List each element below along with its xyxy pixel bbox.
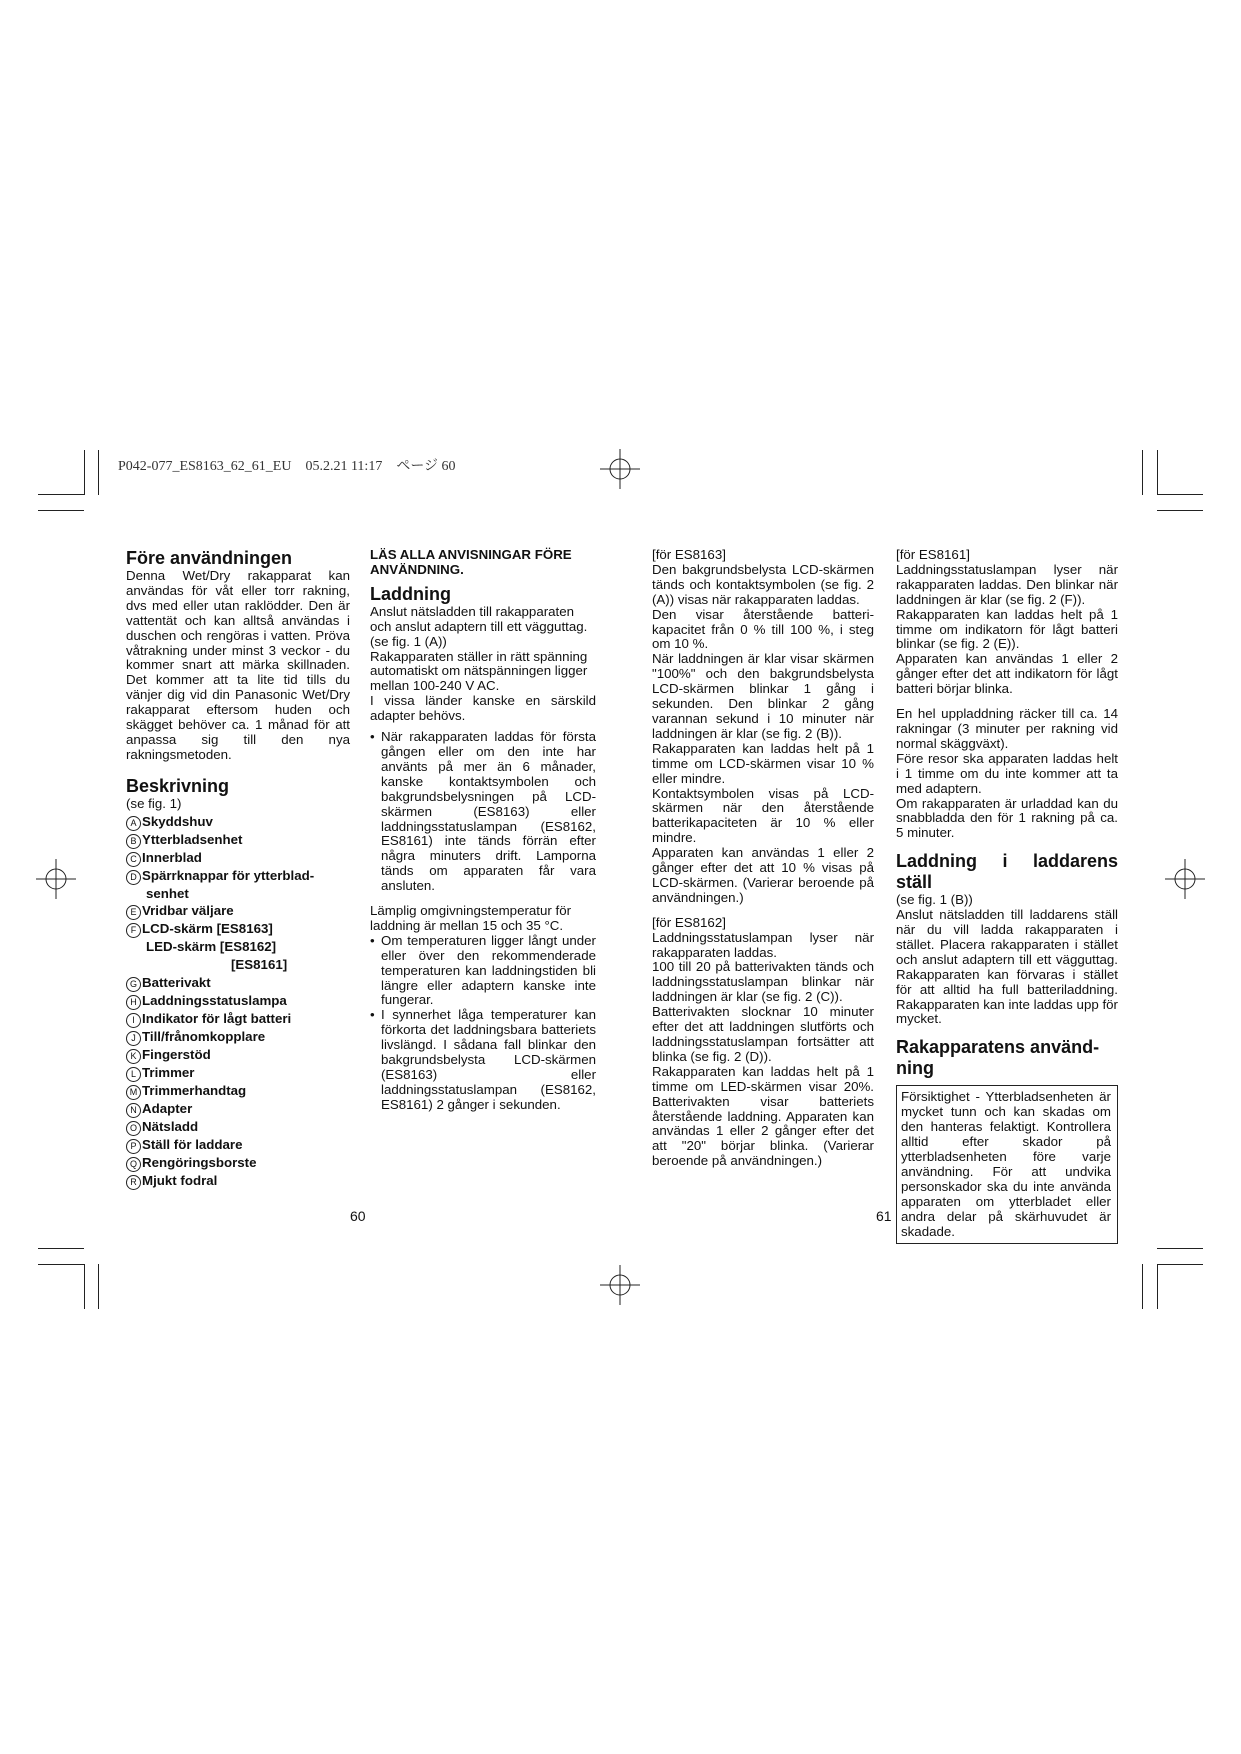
es8162-text-4: Rakapparaten kan laddas helt på 1 timme om LED-skärmen visar 20%. Batterivakten visar batteriets återstående laddning. Apparaten kan användas 1 eller 2 gånger efter det att "20" börjar blinka. (Varierar beroende på användningen.) [652,1063,874,1169]
letter-badge-icon: E [126,905,141,920]
es8163-text-4: Rakapparaten kan laddas helt på 1 timme om LCD-skärmen visar 10 % eller mindre. [652,740,874,786]
letter-badge-icon: J [126,1031,141,1046]
crop-mark [1157,1264,1158,1309]
part-item-continuation: senhet [146,885,189,901]
es8163-text-1: Den bakgrundsbelysta LCD-skärmen tänds och kontaktsymbolen (se fig. 2 (A)) visas när rakapparaten laddas. [652,561,874,607]
slug-date: 05.2.21 11:17 [305,459,383,474]
es8163-text-2: Den visar återstående batteri-kapacitet från 0 % till 100 %, i steg om 10 %. [652,606,874,652]
es8161-text-2: Rakapparaten kan laddas helt på 1 timme om indikatorn för lågt batteri blinkar (se fig. 2 (E)). [896,606,1118,652]
stand-figure-ref: (se fig. 1 (B)) [896,892,973,908]
part-item: P Ställ för laddare [126,1136,350,1154]
es8163-text-5: Kontaktsymbolen visas på LCD-skärmen när den återstående batterikapaciteten är 10 % eller mindre. [652,785,874,846]
part-item: A Skyddshuv [126,813,350,831]
parts-list [126,813,350,1190]
read-instructions-warning: LÄS ALLA ANVISNINGAR FÖRE ANVÄNDNING. [370,547,572,577]
part-item-continuation: [ES8161] [231,957,288,973]
caution-text: Försiktighet - Ytterbladsenheten är mycket tunn och kan skadas om den hanteras felaktigt. Kontrollera alltid efter skador på ytterbladsenheten före varje användning. För att undvika personskador ska du inte använda apparaten om ytterbladet eller andra delar på skärhuvudet är skadade. [901,1089,1111,1239]
caution-box [896,1085,1118,1244]
column-1 [126,548,350,1190]
charging-notes-list [370,730,596,894]
letter-badge-icon: G [126,977,141,992]
part-item: L Trimmer [126,1064,350,1082]
part-item: D Spärrknappar för ytterblad- [126,867,350,885]
section-title-description: Beskrivning [126,775,230,796]
part-item: E Vridbar väljare [126,902,350,920]
es8162-text-1: Laddningsstatuslampan lyser när rakapparaten laddas. [652,929,874,960]
temperature-notes-list [370,934,596,1113]
letter-badge-icon: A [126,816,141,831]
part-item: Q Rengöringsborste [126,1154,350,1172]
crop-mark [1157,510,1203,511]
before-use-text: Denna Wet/Dry rakapparat kan användas för våt eller torr rakning, dvs med eller utan raklödder. Den är vattentät och kan alltså användas i duschen och rengöras i vatten. Pröva våtrakning under minst 3 veckor - du kommer snart att märka skillnaden. Det kommer att ta lite tid tills du vänjer dig vid din Panasonic Wet/Dry rakapparat eftersom huden och skägget behöver ca. 1 månad för att anpassa sig till den nya rakningsmetoden. [126,568,350,762]
part-item: M Trimmerhandtag [126,1082,350,1100]
crop-mark [38,494,84,495]
column-2 [370,548,596,1113]
crop-mark [38,1248,84,1249]
letter-badge-icon: B [126,834,141,849]
page-number-right: 61 [876,1208,892,1224]
crop-mark [98,450,99,495]
column-3 [652,548,874,1169]
crop-mark [38,510,84,511]
part-item: B Ytterbladsenhet [126,831,350,849]
letter-badge-icon: Q [126,1157,141,1172]
crop-mark [1142,1264,1143,1309]
crop-mark [98,1264,99,1309]
slug-page-ref: ページ 60 [396,459,456,474]
charging-text-2: Rakapparaten ställer in rätt spänning automatiskt om nätspänningen ligger mellan 100-240 V AC. [370,648,588,694]
slug-file: P042-077_ES8163_62_61_EU [118,459,292,474]
crop-mark [1157,494,1203,495]
es8162-text-2: 100 till 20 på batterivakten tänds och laddningsstatuslampan blinkar när laddningen är klar (se fig. 2 (C)). [652,959,874,1005]
ambient-temperature-text: Lämplig omgivningstemperatur för laddning är mellan 15 och 35 °C. [370,903,572,933]
es8162-text-3: Batterivakten slocknar 10 minuter efter det att laddningen slutförts och laddningsstatuslampan fortsätter att blinka (se fig. 2 (D)). [652,1004,874,1064]
es8163-text-6: Apparaten kan användas 1 eller 2 gånger efter det att 10 % visas på LCD-skärmen. (Varierar beroende på användningen.) [652,845,874,905]
part-item: R Mjukt fodral [126,1172,350,1190]
page-number-left: 60 [350,1208,366,1224]
charging-text-3: I vissa länder kanske en särskild adapter behövs. [370,693,596,724]
es8163-text-3: När laddningen är klar visar skärmen "100%" och den bakgrundsbelysta LCD-skärmen blinkar 1 gång i sekunden. Den blinkar 2 gång varannan sekund i 10 minuter när laddningen är klar (se fig. 2 (B)). [652,651,874,741]
crop-mark [38,1264,84,1265]
full-charge-text-1: En hel uppladdning räcker till ca. 14 rakningar (3 minuter per rakning vid normal skäggväxt). [896,706,1118,751]
crop-mark [1157,1264,1203,1265]
crop-mark [84,1264,85,1309]
crop-mark [84,450,85,495]
letter-badge-icon: L [126,1067,141,1082]
es8161-text-3: Apparaten kan användas 1 eller 2 gånger efter det att indikatorn för lågt batteri börjar blinka. [896,651,1118,697]
section-title-shaver-use: Rakapparatens använd-ning [896,1037,1100,1079]
full-charge-text-2: Före resor ska apparaten laddas helt i 1 timme om du inte kommer att ta med adaptern. [896,750,1118,796]
part-item: K Fingerstöd [126,1046,350,1064]
part-item: G Batterivakt [126,974,350,992]
part-item-continuation: LED-skärm [ES8162] [146,939,277,955]
letter-badge-icon: P [126,1139,141,1154]
part-item: O Nätsladd [126,1118,350,1136]
charging-text-1: Anslut nätsladden till rakapparaten och anslut adaptern till ett vägguttag. (se fig. 1 (A)) [370,603,588,649]
crop-mark [1157,1248,1203,1249]
section-title-charging: Laddning [370,583,451,604]
section-title-stand-charging: Laddning i laddarens ställ [896,851,1118,893]
es8161-text-1: Laddningsstatuslampan lyser när rakapparaten laddas. Den blinkar när laddningen är klar (se fig. 2 (F)). [896,561,1118,607]
registration-mark-bottom [600,1265,640,1305]
charging-note: • När rakapparaten laddas för första gången eller om den inte har använts på mer än 6 månader, kanske kontaktsymbolen och bakgrundsbelysningen på LCD-skärmen (ES8163) eller laddningsstatuslampan (ES8162, ES8161) inte tänds förrän efter några minuters drift. Lamporna tänds om apparaten får vara ansluten. [370,730,596,894]
part-item: H Laddningsstatuslampa [126,992,350,1010]
letter-badge-icon: C [126,852,141,867]
letter-badge-icon: O [126,1121,141,1136]
full-charge-text-3: Om rakapparaten är urladdad kan du snabbladda den för 1 rakning på ca. 5 minuter. [896,795,1118,841]
letter-badge-icon: R [126,1175,141,1190]
model-label-es8162: [för ES8162] [652,914,726,930]
description-figure-ref: (se fig. 1) [126,795,182,811]
part-item: F LCD-skärm [ES8163] [126,920,350,938]
part-item: J Till/frånomkopplare [126,1028,350,1046]
crop-mark [1157,450,1158,495]
part-item: C Innerblad [126,849,350,867]
temperature-note: • I synnerhet låga temperaturer kan förkorta det laddningsbara batteriets livslängd. I sådana fall blinkar den bakgrundsbelysta LCD-skärmen (ES8163) eller laddningsstatuslampan (ES8162, ES8161) 2 gånger i sekunden. [370,1008,596,1112]
stand-charging-text: Anslut nätsladden till laddarens ställ när du vill ladda rakapparaten i stället. Placera rakapparaten i stället och anslut adaptern till ett vägguttag. Rakapparaten kan förvaras i stället för att alltid ha full batteriladdning. Rakapparaten kan inte laddas upp för mycket. [896,907,1118,1027]
letter-badge-icon: D [126,870,141,885]
letter-badge-icon: I [126,1013,141,1028]
registration-mark-top [600,449,640,489]
registration-mark-right [1165,859,1205,899]
model-label-es8163: [för ES8163] [652,547,726,562]
letter-badge-icon: M [126,1085,141,1100]
registration-mark-left [36,859,76,899]
model-label-es8161: [för ES8161] [896,547,970,562]
letter-badge-icon: K [126,1049,141,1064]
section-title-before-use: Före användningen [126,548,293,568]
part-item: N Adapter [126,1100,350,1118]
column-4 [896,548,1118,1244]
letter-badge-icon: H [126,995,141,1010]
letter-badge-icon: N [126,1103,141,1118]
print-slug-header [118,455,456,475]
crop-mark [1142,450,1143,495]
letter-badge-icon: F [126,923,141,938]
temperature-note: • Om temperaturen ligger långt under eller över den rekommenderade temperaturen kan laddningstiden bli längre eller adaptern kanske inte fungerar. [370,934,596,1009]
part-item: I Indikator för lågt batteri [126,1010,350,1028]
